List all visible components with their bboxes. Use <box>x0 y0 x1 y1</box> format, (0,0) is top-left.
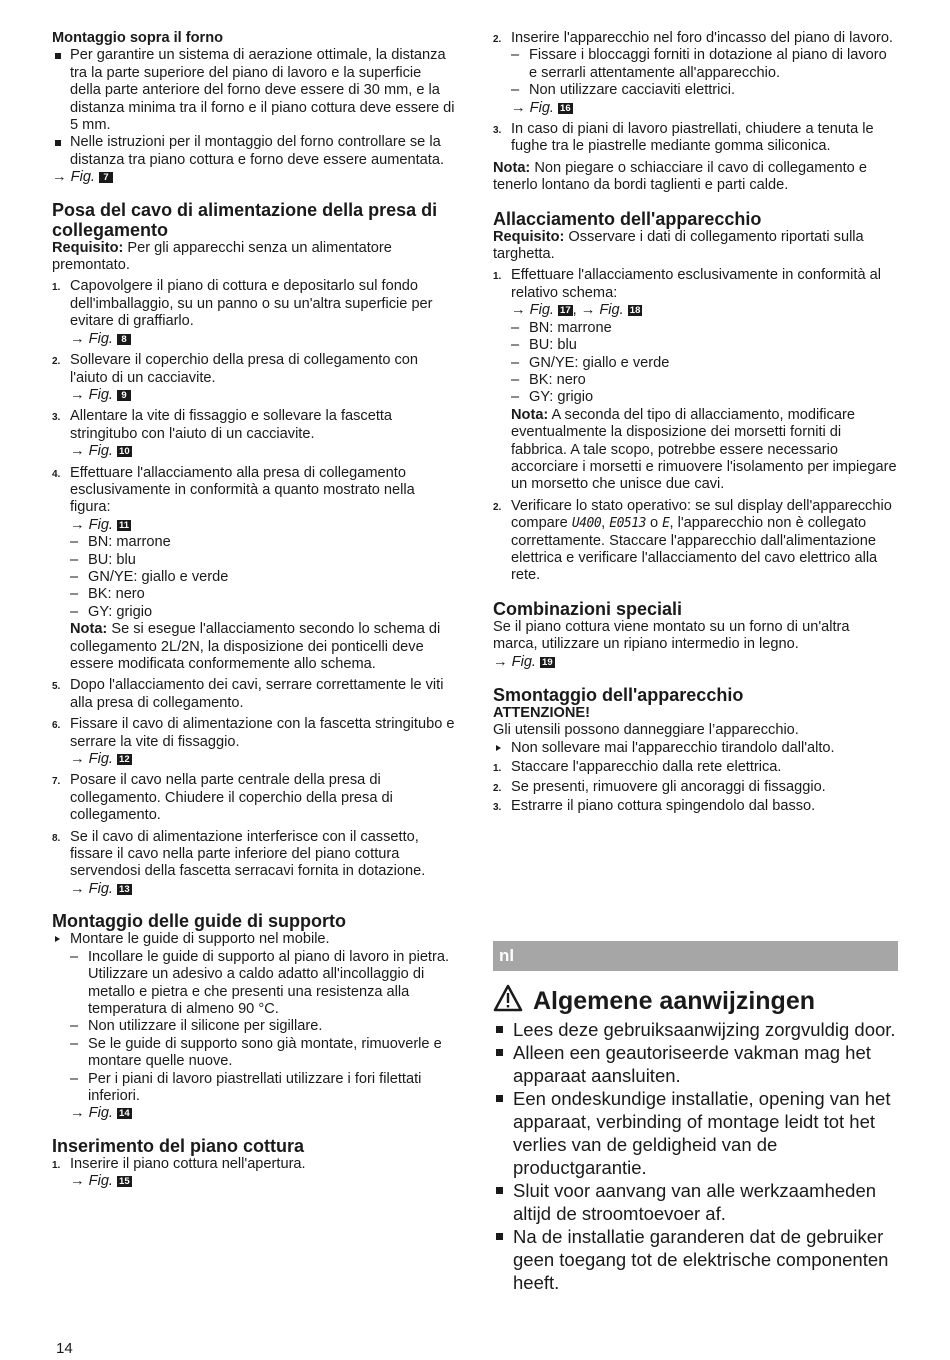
bullet-item: Per garantire un sistema di aerazione ottimale, la distanza tra la parte superiore del piano di lavoro e la superficie della parte anteriore del forno deve essere di 30 mm, e la distanza minima tra il forno e il piano cottura deve essere di 5 mm. <box>52 47 456 134</box>
dash-list <box>511 47 898 117</box>
heading-allacciamento: Allacciamento dell'apparecchio <box>493 208 762 229</box>
fig-ref: → Fig. 13 <box>70 880 130 897</box>
step-item: 1. Capovolgere il piano di cottura e depositarlo sul fondo dell'imballaggio, su un panno o su un'altra superficie per evitare di graffiarlo. <box>52 278 433 330</box>
wire-item: – BN: marrone <box>511 320 898 337</box>
warning-triangle-icon <box>493 984 523 1021</box>
step-item: 3. Allentare la vite di fissaggio e sollevare la fascetta stringitubo con l'aiuto di un cacciavite. <box>52 408 393 442</box>
fig-ref: → Fig. 8 <box>70 331 456 348</box>
step-item: 2. Se presenti, rimuovere gli ancoraggi di fissaggio. <box>493 778 826 795</box>
wire-item: – BK: nero <box>511 372 898 389</box>
step-item: 1. Staccare l'apparecchio dalla rete elettrica. <box>493 759 782 776</box>
step-item: 2. Sollevare il coperchio della presa di collegamento con l'aiuto di un cacciavite. <box>52 352 419 386</box>
heading-guide-supporto: Montaggio delle guide di supporto <box>52 911 346 932</box>
wire-item: – BN: marrone <box>70 534 456 551</box>
step-item: 3. In caso di piani di lavoro piastrellati, chiudere a tenuta le fughe tra le piastrelle mediante gomma siliconica. <box>493 121 874 155</box>
caution-text: Gli utensili possono danneggiare l’apparecchio. <box>493 722 799 739</box>
step-item: 6. Fissare il cavo di alimentazione con la fascetta stringitubo e serrare la vite di fissaggio. <box>52 716 455 750</box>
language-bar <box>493 941 898 971</box>
dash-item: – Non utilizzare il silicone per sigillare. <box>70 1018 456 1035</box>
fig-ref: → Fig. 11 <box>70 516 130 533</box>
heading-posa-cavo: Posa del cavo di alimentazione della presa di collegamento <box>52 199 438 240</box>
note: Nota: Non piegare o schiacciare il cavo di collegamento e tenerlo lontano da bordi taglienti e parti calde. <box>493 159 867 194</box>
bullet-item: Alleen een geautoriseerde vakman mag het apparaat aansluiten. <box>493 1041 898 1087</box>
language-code: nl <box>499 946 515 965</box>
action-item: Montare le guide di supporto nel mobile. <box>52 931 456 948</box>
nl-bullet-list <box>493 1018 898 1294</box>
wire-list <box>511 302 898 493</box>
wire-item: – GY: grigio <box>70 604 456 621</box>
dash-item: – Se le guide di supporto sono già montate, rimuoverle e montare quelle nuove. <box>70 1036 456 1071</box>
fig-ref: → Fig. 10 <box>70 443 130 460</box>
requirement: Requisito: Per gli apparecchi senza un alimentatore premontato. <box>52 239 392 274</box>
fig-ref: → Fig. 19 <box>493 653 553 670</box>
wire-item: – GN/YE: giallo e verde <box>511 355 898 372</box>
wire-item: – GN/YE: giallo e verde <box>70 569 456 586</box>
heading-algemene-aanwijzingen: Algemene aanwijzingen <box>493 984 898 1021</box>
dash-item: – Fissare i bloccaggi forniti in dotazione al piano di lavoro e serrarli attentamente all'apparecchio. <box>511 47 898 82</box>
caution-label: ATTENZIONE! <box>493 705 591 721</box>
wire-list <box>70 534 456 673</box>
step-item: 8. Se il cavo di alimentazione interferisce con il cassetto, fissare il cavo nella parte inferiore del piano cottura servendosi della fascetta serracavi fornita in dotazione. <box>52 828 426 880</box>
dash-item: – Non utilizzare cacciaviti elettrici. <box>511 82 898 99</box>
wire-item: – BK: nero <box>70 586 456 603</box>
step-item: 7. Posare il cavo nella parte centrale della presa di collegamento. Chiudere il coperchio della presa di collegamento. <box>52 772 393 824</box>
fig-ref: → Fig. 14 <box>70 1105 130 1122</box>
display-code: E <box>662 516 670 532</box>
right-column <box>493 30 898 815</box>
fig-ref: → Fig. 17 , → Fig. 18 <box>511 302 641 319</box>
fig-ref: → Fig. 7 <box>52 169 456 186</box>
step-item: 5. Dopo l'allacciamento dei cavi, serrare correttamente le viti alla presa di collegamento. <box>52 677 444 711</box>
step-item: 1. Effettuare l'allacciamento esclusivamente in conformità al relativo schema: <box>493 267 881 301</box>
left-column <box>52 30 456 1191</box>
bullet-item: Een ondeskundige installatie, opening van het apparaat, verbinding of montage leidt tot het verlies van de geldigheid van de productgarantie. <box>493 1087 898 1179</box>
fig-ref: → Fig. 12 <box>70 751 130 768</box>
step-item: 2. Verificare lo stato operativo: se sul display dell'apparecchio compare U400, E0513 o E, l'apparecchio non è collegato correttamente. Staccare l'apparecchio dall'alimentazione elettrica e verificare l'allacciamento del cavo elettrico alla rete. <box>493 497 892 584</box>
step-item: 1. Inserire il piano cottura nell'apertura. <box>52 1155 306 1172</box>
step-item: 4. Effettuare l'allacciamento alla presa di collegamento esclusivamente in conformità a quanto mostrato nella figura: <box>52 464 415 516</box>
wire-item: – BU: blu <box>70 552 456 569</box>
note: Nota: A seconda del tipo di allacciamento, modificare eventualmente la disposizione dei morsetti forniti di fabbrica. A tale scopo, potrebbe essere necessario accorciare i morsetti e rimuovere l'isolamento per impiegare un morsetto che unisce due cavi. <box>511 406 897 493</box>
wire-item: – BU: blu <box>511 337 898 354</box>
fig-ref: → Fig. 9 <box>70 387 456 404</box>
fig-ref: → Fig. 16 <box>511 99 571 116</box>
bullet-item: Lees deze gebruiksaanwijzing zorgvuldig door. <box>493 1018 898 1041</box>
heading-montaggio-sopra-forno: Montaggio sopra il forno <box>52 30 224 46</box>
fig-number: 7 <box>99 172 113 183</box>
display-code: U400 <box>571 516 602 532</box>
action-item: Non sollevare mai l'apparecchio tirandolo dall'alto. <box>493 740 898 757</box>
heading-inserimento: Inserimento del piano cottura <box>52 1135 305 1156</box>
heading-combinazioni: Combinazioni speciali <box>493 598 683 619</box>
display-code: E0513 <box>609 516 646 532</box>
fig-ref: → Fig. 15 <box>70 1173 130 1190</box>
requirement: Requisito: Osservare i dati di collegamento riportati sulla targhetta. <box>493 228 864 263</box>
wire-item: – GY: grigio <box>511 389 898 406</box>
bullet-item: Nelle istruzioni per il montaggio del forno controllare se la distanza tra piano cottura e forno deve essere aumentata. <box>52 134 456 169</box>
paragraph: Se il piano cottura viene montato su un forno di un'altra marca, utilizzare un ripiano intermedio in legno. <box>493 618 850 653</box>
step-item: 3. Estrarre il piano cottura spingendolo dal basso. <box>493 798 816 815</box>
note: Nota: Se si esegue l'allacciamento secondo lo schema di collegamento 2L/2N, la disposizione dei ponticelli deve essere modificata conformemente allo schema. <box>70 621 441 672</box>
dash-list <box>70 949 456 1123</box>
dash-item: – Per i piani di lavoro piastrellati utilizzare i fori filettati inferiori. <box>70 1071 456 1106</box>
bullet-item: Sluit voor aanvang van alle werkzaamheden altijd de stroomtoevoer af. <box>493 1179 898 1225</box>
dash-item: – Incollare le guide di supporto al piano di lavoro in pietra. Utilizzare un adesivo a caldo adatto all'incollaggio di metallo e pietra e che presenti una resistenza alla temperatura di almeno 90 °C. <box>70 949 456 1019</box>
bullet-item: Na de installatie garanderen dat de gebruiker geen toegang tot de elektrische componenten heeft. <box>493 1225 898 1294</box>
page-number: 14 <box>56 1340 73 1357</box>
step-item: 2. Inserire l'apparecchio nel foro d'incasso del piano di lavoro. <box>493 30 893 46</box>
heading-smontaggio: Smontaggio dell'apparecchio <box>493 685 744 705</box>
